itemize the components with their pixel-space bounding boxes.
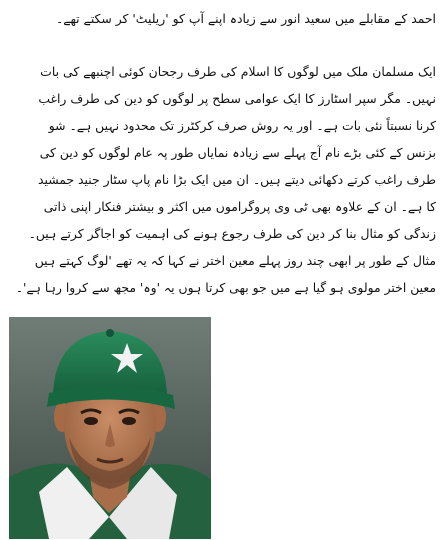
paragraph-line: طرف راغب کرتے دکھائی دیتے ہیں۔ ان میں ایک بڑا نام پاپ سٹار جنید جمشید — [37, 172, 436, 187]
paragraph-line: نہیں۔ مگر سپر اسٹارز کا ایک عوامی سطح پر لوگوں کو دین کی طرف راغب — [38, 91, 436, 106]
paragraph-line: معین اختر مولوی ہو گیا ہے میں جو بھی کرتا ہوں یہ 'وہ' مجھ سے کروا رہا ہے'۔ — [15, 280, 436, 295]
cricketer-portrait-image — [9, 317, 211, 539]
paragraph-line: احمد کے مقابلے میں سعید انور سے زیادہ اپنے آپ کو 'ریلیٹ' کر سکتے تھے۔ — [55, 11, 436, 26]
paragraph-line: ایک مسلمان ملک میں لوگوں کا اسلام کی طرف رجحان کوئی اچنبھے کی بات — [40, 64, 436, 79]
cricketer-photo — [9, 317, 211, 539]
cap-button — [106, 329, 114, 337]
paragraph-line: کرنا نسبتاً نئی بات ہے۔ اور یہ روش صرف کرکٹرز تک محدود نہیں ہے۔ شو — [48, 118, 436, 133]
paragraph-line: مثال کے طور پر ابھی چند روز پہلے معین اختر نے کہا کہ یہ تھے 'لوگ کہتے ہیں — [34, 253, 436, 268]
paragraph-line: کا ہے۔ ان کے علاوہ بھی ٹی وی پروگراموں میں اکثر و بیشتر فنکار اپنی ذاتی — [43, 199, 436, 214]
paragraph-1 — [6, 5, 436, 32]
paragraph-line: بزنس کے کئی بڑے نام آج پہلے سے زیادہ نمایاں طور پہ عام لوگوں کو دین کی — [39, 145, 436, 160]
eye-left — [84, 417, 98, 425]
eye-right — [122, 417, 136, 425]
paragraph-2 — [6, 58, 436, 301]
paragraph-line: زندگی کو مثال بنا کر دین کی طرف رجوع ہونے کی اہمیت کو اجاگر کرتے ہیں۔ — [28, 226, 436, 241]
